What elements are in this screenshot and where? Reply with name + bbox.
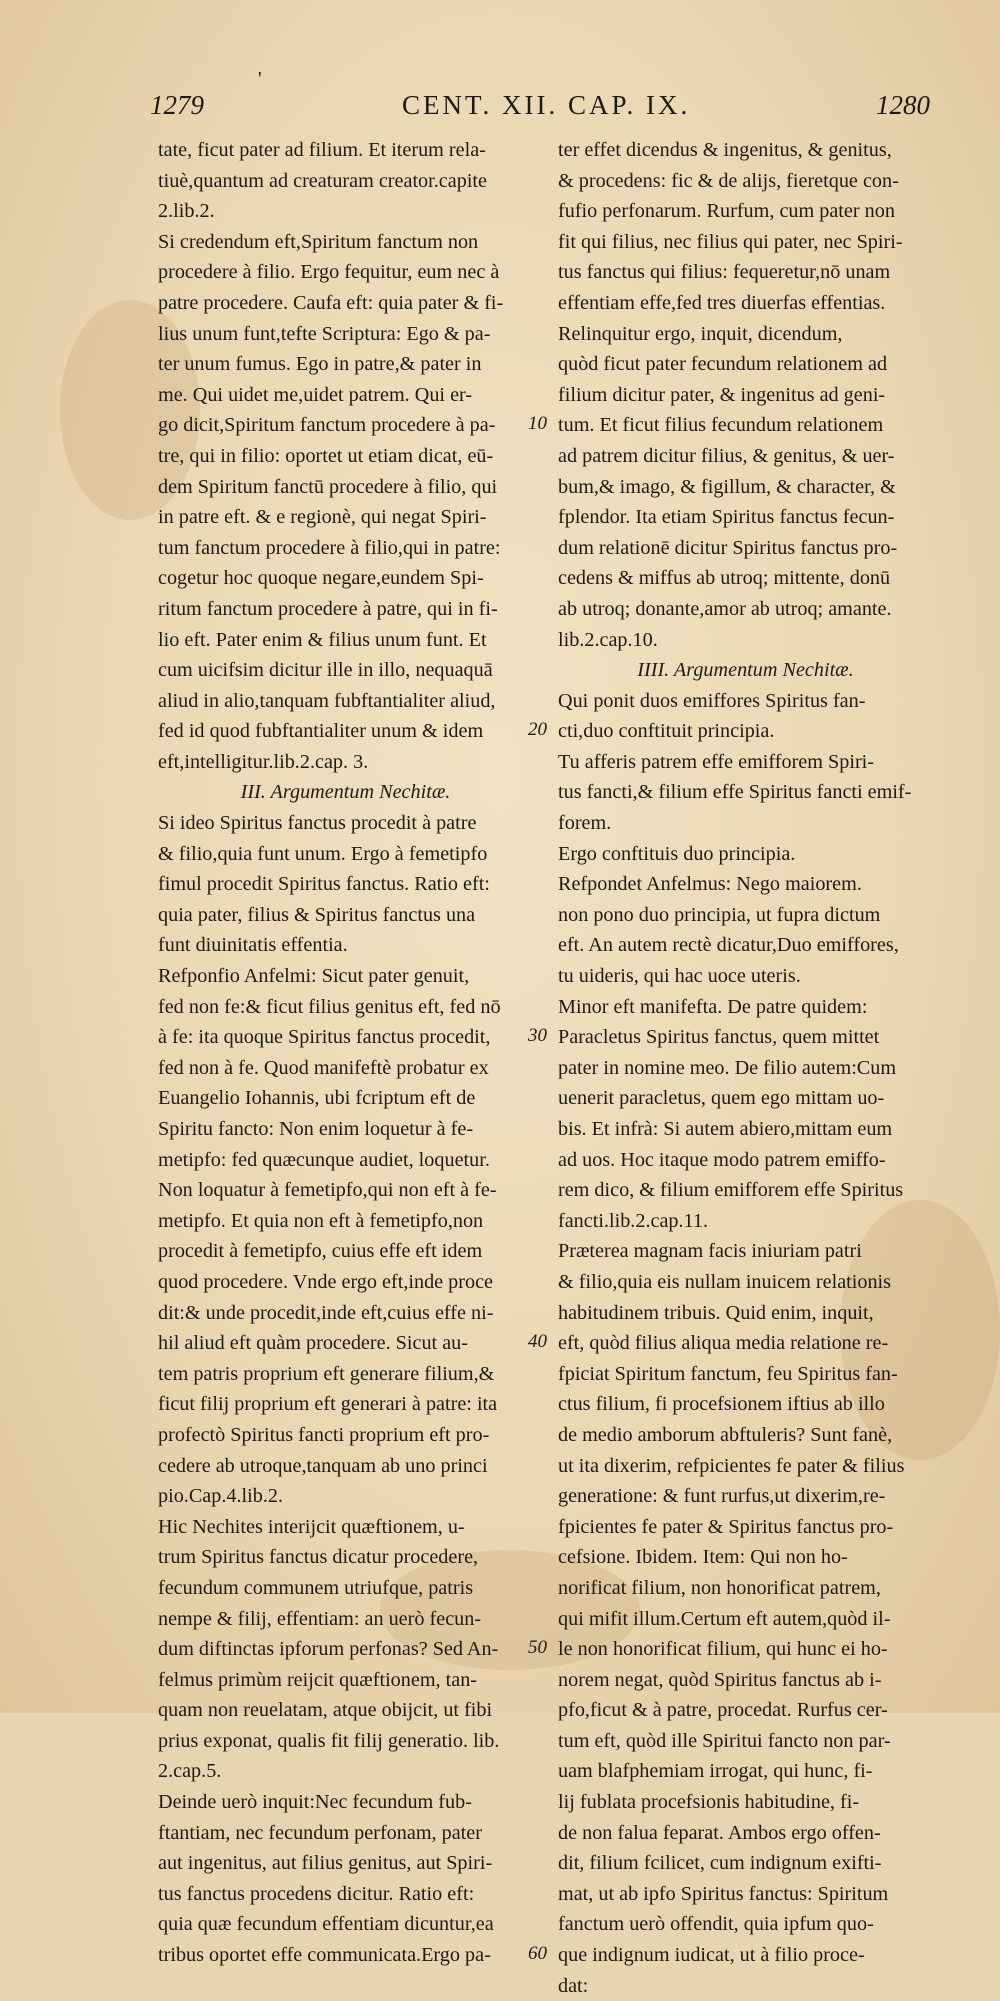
text-line: fufio perfonarum. Rurfum, cum pater non xyxy=(558,200,895,223)
margin-line-number: 50 xyxy=(528,1637,547,1659)
text-line: uam blafphemiam irrogat, qui hunc, fi- xyxy=(558,1760,873,1783)
text-line: ter effet dicendus & ingenitus, & genitus, xyxy=(558,139,892,161)
text-line: tiuè,quantum ad creaturam creator.capite xyxy=(158,169,488,192)
text-line: uenerit paracletus, quem ego mittam uo- xyxy=(558,1087,885,1110)
text-line: Euangelio Iohannis, ubi fcriptum eft de xyxy=(158,1087,476,1110)
text-line: Qui ponit duos emiffores Spiritus fan- xyxy=(558,689,866,712)
text-line: eft,intelligitur.lib.2.cap. 3. xyxy=(158,750,369,773)
text-line: fit qui filius, nec filius qui pater, nec Spiri- xyxy=(558,230,903,253)
text-line: forem. xyxy=(558,812,612,835)
text-line: procedere à filio. Ergo fequitur, eum nec à xyxy=(158,261,500,284)
text-line: Tu afferis patrem effe emifforem Spiri- xyxy=(558,750,875,773)
text-line: norem negat, quòd Spiritus fanctus ab i- xyxy=(558,1668,882,1691)
text-line: ftantiam, nec fecundum perfonam, pater xyxy=(158,1821,482,1844)
text-line: in patre eft. & e regionè, qui negat Spiri- xyxy=(158,506,487,529)
text-line: tum. Et ficut filius fecundum relationem xyxy=(558,414,884,437)
text-line: ctus filium, fi procefsionem iftius ab illo xyxy=(558,1393,885,1416)
text-line: cefsione. Ibidem. Item: Qui non ho- xyxy=(558,1546,848,1569)
text-line: cti,duo conftituit principia. xyxy=(558,720,775,743)
text-line: Non loquatur à femetipfo,qui non eft à fe- xyxy=(158,1179,497,1202)
text-line: quia pater, filius & Spiritus fanctus una xyxy=(158,903,476,926)
text-line: eft, quòd filius aliqua media relatione re- xyxy=(558,1332,889,1355)
text-line: cum uicifsim dicitur ille in illo, nequaquā xyxy=(158,659,493,682)
text-line: cogetur hoc quoque negare,eundem Spi- xyxy=(158,567,484,590)
margin-line-number: 10 xyxy=(528,413,547,435)
text-line: fpicientes fe pater & Spiritus fanctus pro- xyxy=(558,1515,894,1538)
text-line: tre, qui in filio: oportet ut etiam dicat, eū- xyxy=(158,444,494,467)
text-line: Hic Nechites interijcit quæftionem, u- xyxy=(158,1515,465,1538)
text-line: nempe & filij, effentiam: an uerò fecun- xyxy=(158,1607,482,1630)
text-line: metipfo. Et quia non eft à femetipfo,non xyxy=(158,1209,484,1232)
text-line: profectò Spiritus fancti proprium eft pro- xyxy=(158,1423,490,1446)
text-line: tus fanctus qui filius: fequeretur,nō unam xyxy=(558,261,891,284)
running-title: CENT. XII. CAP. IX. xyxy=(402,90,691,120)
text-line: hil aliud eft quàm procedere. Sicut au- xyxy=(158,1332,468,1355)
text-line: Refpondet Anfelmus: Nego maiorem. xyxy=(558,873,862,896)
text-line: tus fancti,& filium effe Spiritus fancti emif- xyxy=(558,781,912,804)
text-line: ad uos. Hoc itaque modo patrem emiffo- xyxy=(558,1148,886,1171)
text-line: quod procedere. Vnde ergo eft,inde proce xyxy=(158,1270,494,1293)
text-line: qui mifit illum.Certum eft autem,quòd il- xyxy=(558,1607,891,1630)
text-line: filium dicitur pater, & ingenitus ad geni- xyxy=(558,383,886,406)
text-line: Præterea magnam facis iniuriam patri xyxy=(558,1240,862,1263)
text-line: aut ingenitus, aut filius genitus, aut Spiri- xyxy=(158,1852,493,1875)
text-line: pater in nomine meo. De filio autem:Cum xyxy=(558,1056,897,1079)
text-line: IIII. Argumentum Nechitæ. xyxy=(637,659,854,682)
text-line: Minor eft manifefta. De patre quidem: xyxy=(558,995,868,1018)
margin-line-number: 20 xyxy=(528,719,547,741)
text-line: & filio,quia eis nullam inuicem relationis xyxy=(558,1270,892,1293)
page-number-right: 1280 xyxy=(876,90,930,120)
text-line: me. Qui uidet me,uidet patrem. Qui er- xyxy=(158,383,473,406)
text-line: prius exponat, qualis fit filij generatio. lib. xyxy=(158,1729,500,1752)
text-line: Refponfio Anfelmi: Sicut pater genuit, xyxy=(158,965,470,988)
text-line: habitudinem tribuis. Quid enim, inquit, xyxy=(558,1301,874,1324)
text-line: fpiciat Spiritum fanctum, feu Spiritus fan- xyxy=(558,1362,898,1385)
text-line: funt diuinitatis effentia. xyxy=(158,934,348,957)
text-line: tum eft, quòd ille Spiritui fancto non par- xyxy=(558,1729,891,1752)
text-line: felmus primùm reijcit quæftionem, tan- xyxy=(158,1668,478,1691)
text-line: dit:& unde procedit,inde eft,cuius effe ni- xyxy=(158,1301,494,1324)
text-line: Spiritu fancto: Non enim loquetur à fe- xyxy=(158,1118,474,1140)
text-line: Si credendum eft,Spiritum fanctum non xyxy=(158,230,479,253)
text-line: ut ita dixerim, refpicientes fe pater & filius xyxy=(558,1454,905,1477)
text-line: 2.lib.2. xyxy=(158,200,215,223)
text-line: non pono duo principia, ut fupra dictum xyxy=(558,903,881,926)
text-line: fecundum communem utriufque, patris xyxy=(158,1576,474,1599)
margin-line-number: 40 xyxy=(528,1331,547,1353)
text-line: generatione: & funt rurfus,ut dixerim,re- xyxy=(558,1485,886,1508)
text-line: tum fanctum procedere à filio,qui in patre: xyxy=(158,536,501,559)
text-line: Si ideo Spiritus fanctus procedit à patre xyxy=(158,812,477,835)
text-line: dum diftinctas ipforum perfonas? Sed An- xyxy=(158,1638,499,1661)
text-line: lij fublata procefsionis habitudine, fi- xyxy=(558,1791,860,1814)
text-line: norificat filium, non honorificat patrem, xyxy=(558,1576,881,1599)
text-line: rem dico, & filium emifforem effe Spiritus xyxy=(558,1179,904,1202)
text-line: lib.2.cap.10. xyxy=(558,628,658,651)
text-line: pfo,ficut & à patre, procedat. Rurfus cer- xyxy=(558,1699,888,1722)
text-line: fed id quod fubftantialiter unum & idem xyxy=(158,720,484,743)
text-line: patre procedere. Caufa eft: quia pater & fi- xyxy=(158,291,504,314)
text-line: tus fanctus procedens dicitur. Ratio eft: xyxy=(158,1882,475,1905)
text-line: lio eft. Pater enim & filius unum funt. Et xyxy=(158,628,487,651)
text-line: mat, ut ab ipfo Spiritus fanctus: Spiritum xyxy=(558,1882,889,1905)
ink-mark: ' xyxy=(258,68,262,90)
text-line: de medio amborum abftuleris? Sunt fanè, xyxy=(558,1423,893,1446)
text-line: metipfo: fed quæcunque audiet, loquetur. xyxy=(158,1148,490,1171)
page-number-left: 1279 xyxy=(150,90,204,120)
text-line: III. Argumentum Nechitæ. xyxy=(240,781,451,804)
text-line: dem Spiritum fanctū procedere à filio, qui xyxy=(158,475,498,498)
left-column xyxy=(158,135,533,1971)
text-line: Relinquitur ergo, inquit, dicendum, xyxy=(558,322,843,345)
text-line: fplendor. Ita etiam Spiritus fanctus fecun- xyxy=(558,506,895,529)
text-line: ad patrem dicitur filius, & genitus, & uer- xyxy=(558,444,895,467)
text-line: Paracletus Spiritus fanctus, quem mittet xyxy=(558,1026,880,1049)
text-line: ab utroq; donante,amor ab utroq; amante. xyxy=(558,597,892,620)
text-line: ter unum fumus. Ego in patre,& pater in xyxy=(158,353,482,376)
text-line: cedere ab utroque,tanquam ab uno princi xyxy=(158,1454,488,1477)
text-line: eft. An autem rectè dicatur,Duo emiffores, xyxy=(558,934,899,957)
text-line: & procedens: fic & de alijs, fieretque con- xyxy=(558,169,899,192)
text-line: quam non reuelatam, atque obijcit, ut fibi xyxy=(158,1699,493,1722)
text-line: quia quæ fecundum effentiam dicuntur,ea xyxy=(158,1913,494,1936)
text-line: pio.Cap.4.lib.2. xyxy=(158,1485,284,1508)
margin-line-number: 60 xyxy=(528,1943,547,1965)
text-line: aliud in alio,tanquam fubftantialiter aliud, xyxy=(158,689,496,712)
text-line: bum,& imago, & figillum, & character, & xyxy=(558,475,896,498)
text-line: trum Spiritus fanctus dicatur procedere, xyxy=(158,1546,479,1569)
running-header xyxy=(150,90,930,130)
text-line: quòd ficut pater fecundum relationem ad xyxy=(558,353,888,376)
text-line: dum relationē dicitur Spiritus fanctus pro- xyxy=(558,536,898,559)
text-line: tribus oportet effe communicata.Ergo pa- xyxy=(158,1944,491,1967)
text-line: à fe: ita quoque Spiritus fanctus procedit, xyxy=(158,1026,491,1049)
text-line: 2.cap.5. xyxy=(158,1760,222,1783)
text-line: effentiam effe,fed tres diuerfas effentias. xyxy=(558,291,886,314)
text-line: fed non à fe. Quod manifeftè probatur ex xyxy=(158,1056,489,1079)
text-line: procedit à femetipfo, cuius effe eft idem xyxy=(158,1240,483,1263)
text-line: fed non fe:& ficut filius genitus eft, fed nō xyxy=(158,995,501,1018)
text-line: dit, filium fcilicet, cum indignum exifti- xyxy=(558,1852,882,1875)
text-line: dat: xyxy=(558,1974,589,1997)
text-line: fancti.lib.2.cap.11. xyxy=(558,1209,709,1232)
margin-line-number: 30 xyxy=(528,1025,547,1047)
text-line: tem patris proprium eft generare filium,& xyxy=(158,1362,495,1385)
text-line: lius unum funt,tefte Scriptura: Ego & pa- xyxy=(158,322,491,345)
text-line: cedens & miffus ab utroq; mittente, donū xyxy=(558,567,891,590)
text-line: que indignum iudicat, ut à filio proce- xyxy=(558,1944,865,1967)
right-column xyxy=(558,135,933,2001)
text-line: fanctum uerò offendit, quia ipfum quo- xyxy=(558,1913,874,1936)
text-line: Ergo conftituis duo principia. xyxy=(558,842,796,865)
text-line: fimul procedit Spiritus fanctus. Ratio eft: xyxy=(158,873,490,896)
text-line: go dicit,Spiritum fanctum procedere à pa- xyxy=(158,414,496,437)
text-line: ritum fanctum procedere à patre, qui in fi- xyxy=(158,597,498,620)
text-line: Deinde uerò inquit:Nec fecundum fub- xyxy=(158,1791,472,1814)
text-line: le non honorificat filium, qui hunc ei ho- xyxy=(558,1638,888,1661)
text-line: tu uideris, qui hac uoce uteris. xyxy=(558,965,801,988)
text-line: & filio,quia funt unum. Ergo à femetipfo xyxy=(158,842,488,865)
text-line: ficut filij proprium eft generari à patre: ita xyxy=(158,1393,498,1416)
text-line: bis. Et infrà: Si autem abiero,mittam eum xyxy=(558,1118,893,1140)
text-line: tate, ficut pater ad filium. Et iterum rela- xyxy=(158,139,486,161)
text-line: de non falua feparat. Ambos ergo offen- xyxy=(558,1821,881,1844)
